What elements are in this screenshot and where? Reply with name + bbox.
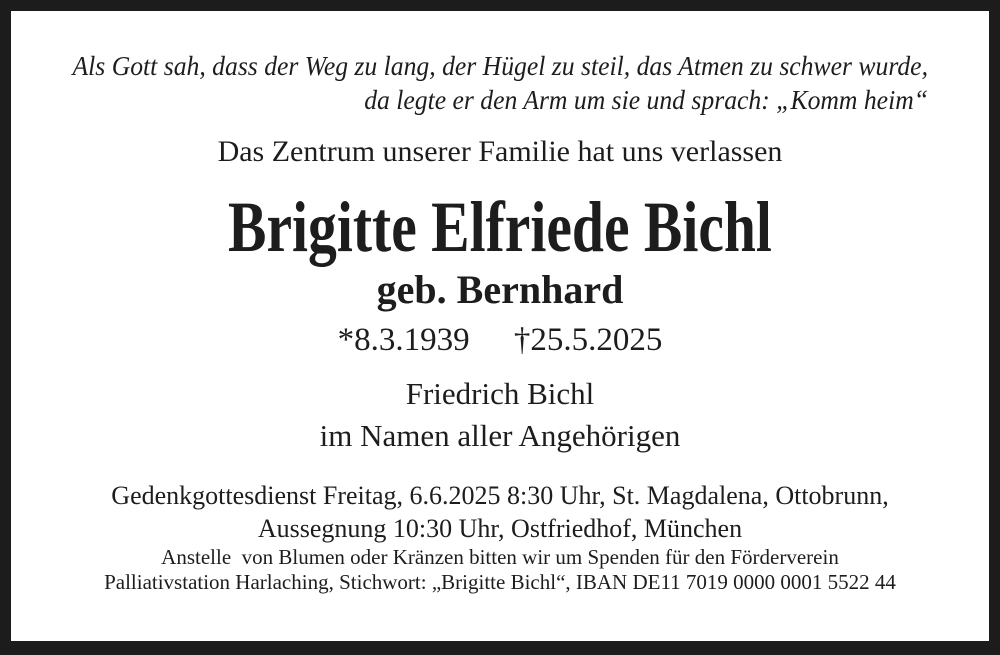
epitaph-quote: [72, 49, 927, 117]
donation-line-1: Anstelle von Blumen oder Kränzen bitten wir um Spenden für den Förderverein: [161, 545, 839, 569]
mourners-block: [11, 373, 989, 457]
epitaph-line-2: da legte er den Arm um sie und sprach: „Komm heim“: [363, 85, 928, 115]
life-dates: [11, 321, 989, 359]
deceased-name: Brigitte Elfriede Bichl: [228, 187, 772, 267]
service-line-2: Aussegnung 10:30 Uhr, Ostfriedhof, München: [257, 514, 743, 543]
birth-date: *8.3.1939: [337, 322, 470, 358]
maiden-name: geb. Bernhard: [376, 267, 624, 312]
mourner-name: Friedrich Bichl: [405, 376, 595, 411]
service-block: [11, 479, 989, 545]
donation-block: [11, 545, 989, 595]
announcement-line: Das Zentrum unserer Familie hat uns verlassen: [217, 135, 783, 168]
epitaph-line-1: Als Gott sah, dass der Weg zu lang, der Hügel zu steil, das Atmen zu schwer wurde,: [72, 51, 928, 81]
death-date: †25.5.2025: [513, 322, 663, 358]
donation-line-2: Palliativstation Harlaching, Stichwort: „Brigitte Bichl“, IBAN DE11 7019 0000 0001 5522 44: [104, 570, 896, 594]
service-line-1: Gedenkgottesdienst Freitag, 6.6.2025 8:30 Uhr, St. Magdalena, Ottobrunn,: [111, 481, 889, 510]
mourner-on-behalf: im Namen aller Angehörigen: [319, 418, 681, 453]
